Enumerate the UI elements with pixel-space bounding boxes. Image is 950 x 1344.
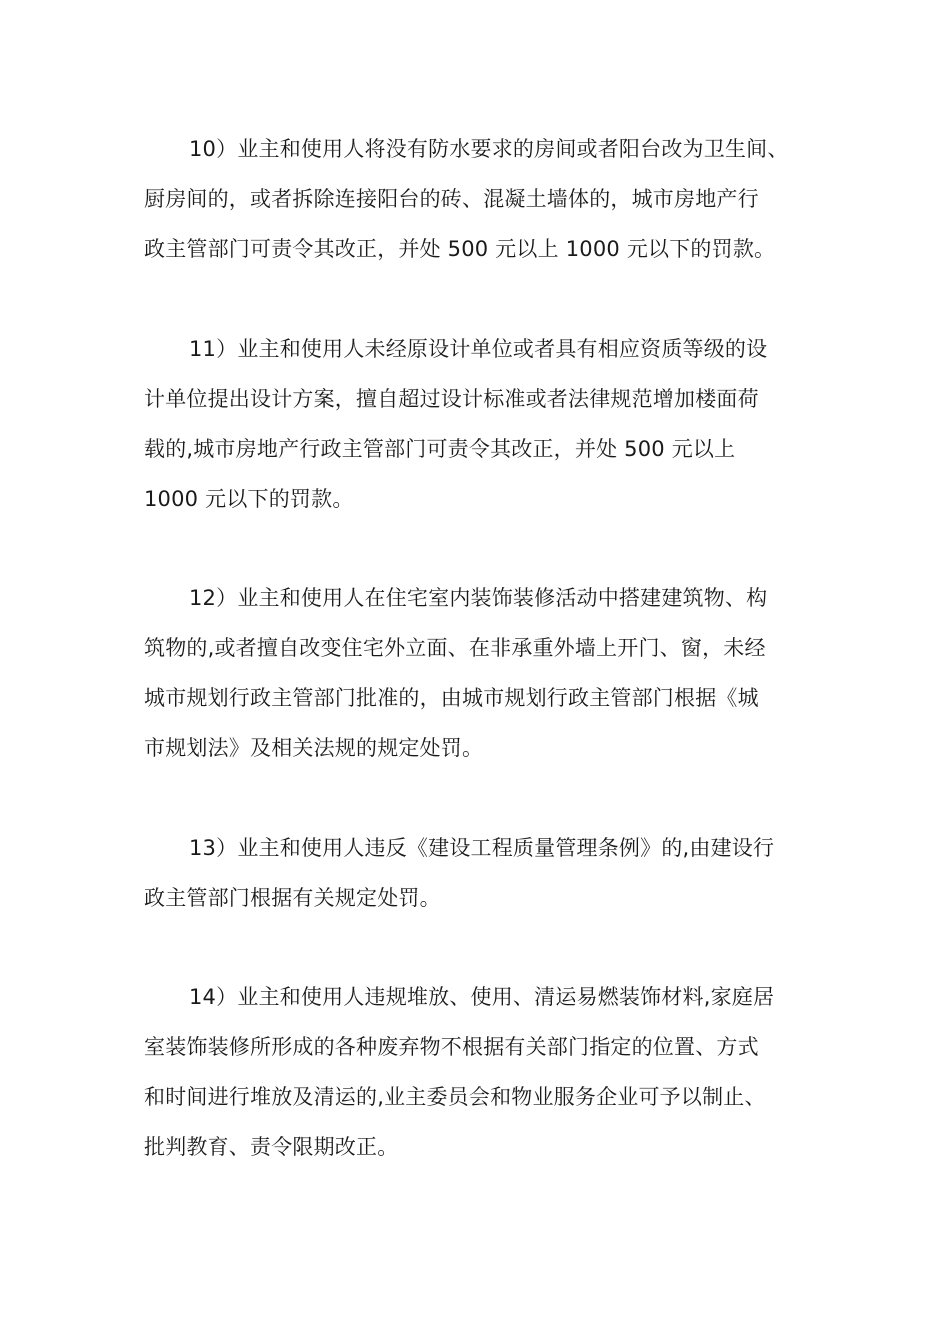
paragraph-12	[144, 573, 814, 773]
paragraph-line: 14）业主和使用人违规堆放、使用、清运易燃装饰材料,家庭居	[189, 985, 775, 1009]
paragraph-line: 计单位提出设计方案，擅自超过设计标准或者法律规范增加楼面荷	[144, 387, 759, 411]
paragraph-line: 12）业主和使用人在住宅室内装饰装修活动中搭建建筑物、构	[189, 586, 768, 610]
paragraph-14	[144, 972, 814, 1172]
paragraph-line: 室装饰装修所形成的各种废弃物不根据有关部门指定的位置、方式	[144, 1035, 759, 1059]
paragraph-line: 10）业主和使用人将没有防水要求的房间或者阳台改为卫生间、	[189, 137, 789, 161]
paragraph-line: 和时间进行堆放及清运的,业主委员会和物业服务企业可予以制止、	[144, 1085, 766, 1109]
paragraph-line: 1000 元以下的罚款。	[144, 487, 354, 511]
paragraph-line: 载的,城市房地产行政主管部门可责令其改正，并处 500 元以上	[144, 437, 736, 461]
paragraph-line: 筑物的,或者擅自改变住宅外立面、在非承重外墙上开门、窗，未经	[144, 636, 766, 660]
paragraph-line: 批判教育、责令限期改正。	[144, 1135, 399, 1159]
paragraph-10	[144, 124, 814, 274]
paragraph-line: 政主管部门可责令其改正，并处 500 元以上 1000 元以下的罚款。	[144, 237, 776, 261]
paragraph-line: 13）业主和使用人违反《建设工程质量管理条例》的,由建设行	[189, 836, 775, 860]
paragraph-line: 政主管部门根据有关规定处罚。	[144, 886, 441, 910]
paragraph-line: 城市规划行政主管部门批准的，由城市规划行政主管部门根据《城	[144, 686, 759, 710]
paragraph-line: 厨房间的，或者拆除连接阳台的砖、混凝土墙体的，城市房地产行	[144, 187, 759, 211]
paragraph-line: 市规划法》及相关法规的规定处罚。	[144, 736, 484, 760]
paragraph-line: 11）业主和使用人未经原设计单位或者具有相应资质等级的设	[189, 337, 768, 361]
paragraph-13	[144, 823, 814, 923]
paragraph-11	[144, 324, 814, 524]
